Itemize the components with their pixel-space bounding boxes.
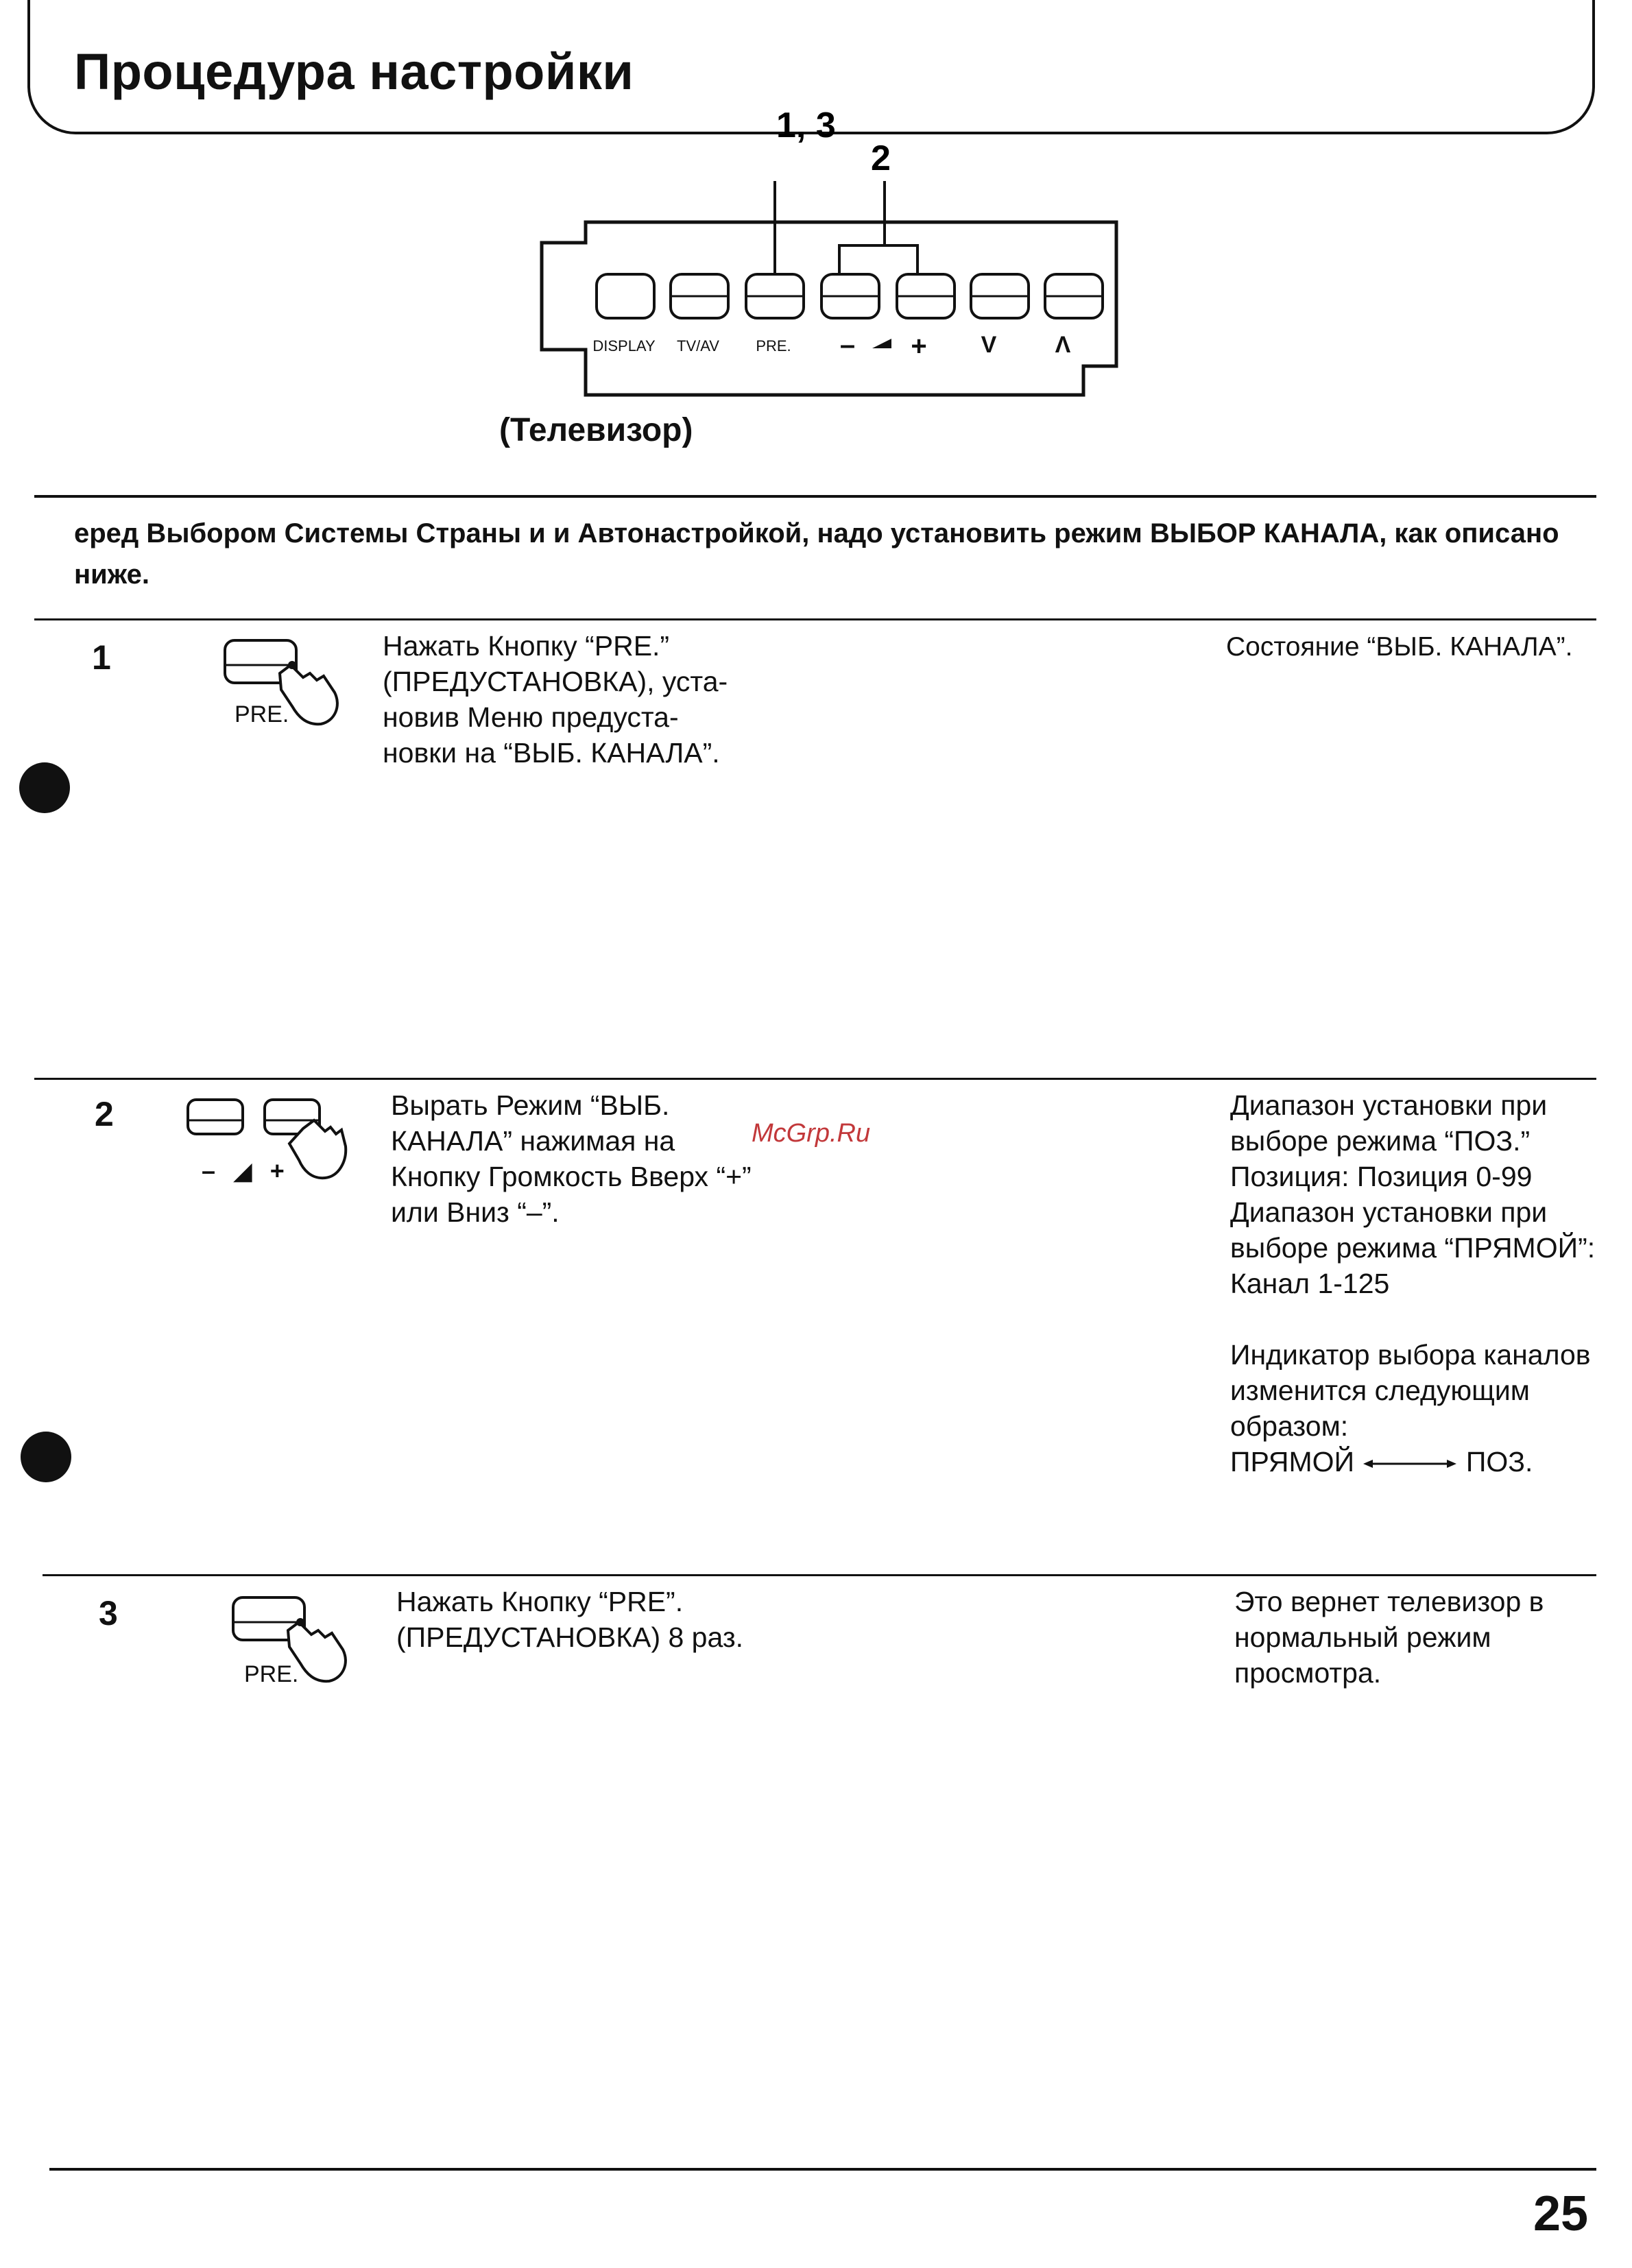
watermark: McGrp.Ru bbox=[752, 1119, 871, 1148]
instruction-line: новки на “ВЫБ. КАНАЛА”. bbox=[383, 737, 720, 769]
pre-label: PRE. bbox=[756, 337, 791, 354]
result-line: Это вернет телевизор в bbox=[1234, 1586, 1544, 1617]
result-line: Диапазон установки при bbox=[1230, 1089, 1548, 1121]
step-1-result: Состояние “ВЫБ. КАНАЛА”. bbox=[1226, 632, 1573, 662]
divider-top bbox=[34, 495, 1596, 498]
minus-label: – bbox=[839, 330, 856, 360]
result-line: нормальный режим bbox=[1234, 1621, 1491, 1653]
page-number: 25 bbox=[1533, 2186, 1589, 2241]
intro-text: еред Выбором Системы Страны и и Автонастройкой, надо установить режим ВЫБОР КАНАЛА, как описано ниже. bbox=[74, 518, 1559, 590]
display-label: DISPLAY bbox=[592, 337, 656, 354]
result-line: просмотра. bbox=[1234, 1657, 1382, 1689]
tv-control-panel-diagram bbox=[521, 106, 1138, 411]
instruction-line: Кнопку Громкость Вверх “+” bbox=[391, 1161, 752, 1192]
callout-2: 2 bbox=[871, 138, 891, 178]
divider-footer bbox=[49, 2168, 1596, 2171]
result-line: выборе режима “ПРЯМОЙ”: bbox=[1230, 1232, 1596, 1264]
step-3-number: 3 bbox=[99, 1594, 118, 1632]
step-2-instruction bbox=[391, 1087, 775, 1230]
result-line: Канал 1-125 bbox=[1230, 1268, 1390, 1299]
step-3-result bbox=[1234, 1584, 1600, 1691]
instruction-line: Вырать Режим “ВЫБ. bbox=[391, 1089, 670, 1121]
instruction-line: (ПРЕДУСТАНОВКА), уста- bbox=[383, 666, 728, 697]
tv-av-label: TV/AV bbox=[677, 337, 719, 354]
divider-step-2 bbox=[34, 1078, 1596, 1080]
instruction-line: или Вниз “–”. bbox=[391, 1196, 560, 1228]
page-title: Процедура настройки bbox=[74, 43, 634, 100]
step-1-icon-label: PRE. bbox=[235, 701, 289, 727]
step-3-instruction bbox=[396, 1584, 808, 1655]
instruction-line: новив Меню предуста- bbox=[383, 701, 679, 733]
channel-up-label: Λ bbox=[1055, 332, 1071, 358]
indicator-line: изменится следующим bbox=[1230, 1375, 1530, 1406]
step-2-icon-label: – ◢ + bbox=[202, 1157, 290, 1185]
divider-step-3 bbox=[43, 1574, 1596, 1576]
step-1-instruction bbox=[383, 628, 767, 771]
instruction-line: Нажать Кнопку “PRE”. bbox=[396, 1586, 684, 1617]
indicator-switch bbox=[1230, 1444, 1598, 1480]
indicator-line: Индикатор выбора каналов bbox=[1230, 1339, 1591, 1371]
indicator-from: ПРЯМОЙ bbox=[1230, 1446, 1355, 1477]
divider-step-1 bbox=[34, 618, 1596, 620]
instruction-line: (ПРЕДУСТАНОВКА) 8 раз. bbox=[396, 1621, 744, 1653]
step-2-result bbox=[1230, 1087, 1598, 1480]
instruction-line: Нажать Кнопку “PRE.” bbox=[383, 630, 670, 662]
bullet-mark bbox=[21, 1432, 71, 1482]
display-button bbox=[597, 274, 654, 318]
double-arrow-icon bbox=[1362, 1456, 1458, 1472]
indicator-to: ПОЗ. bbox=[1465, 1446, 1533, 1477]
result-line: Позиция: Позиция 0-99 bbox=[1230, 1161, 1533, 1192]
callout-1-3: 1, 3 bbox=[776, 106, 836, 145]
instruction-line: КАНАЛА” нажимая на bbox=[391, 1125, 675, 1157]
result-line: Диапазон установки при bbox=[1230, 1196, 1548, 1228]
result-line: выборе режима “ПОЗ.” bbox=[1230, 1125, 1531, 1157]
bullet-mark bbox=[19, 762, 70, 813]
step-1-number: 1 bbox=[92, 638, 111, 677]
diagram-caption: (Телевизор) bbox=[499, 412, 693, 448]
indicator-line: образом: bbox=[1230, 1410, 1349, 1442]
step-2-number: 2 bbox=[95, 1095, 114, 1133]
plus-label: + bbox=[911, 331, 927, 361]
channel-down-label: V bbox=[981, 332, 997, 358]
step-3-icon-label: PRE. bbox=[244, 1661, 299, 1687]
